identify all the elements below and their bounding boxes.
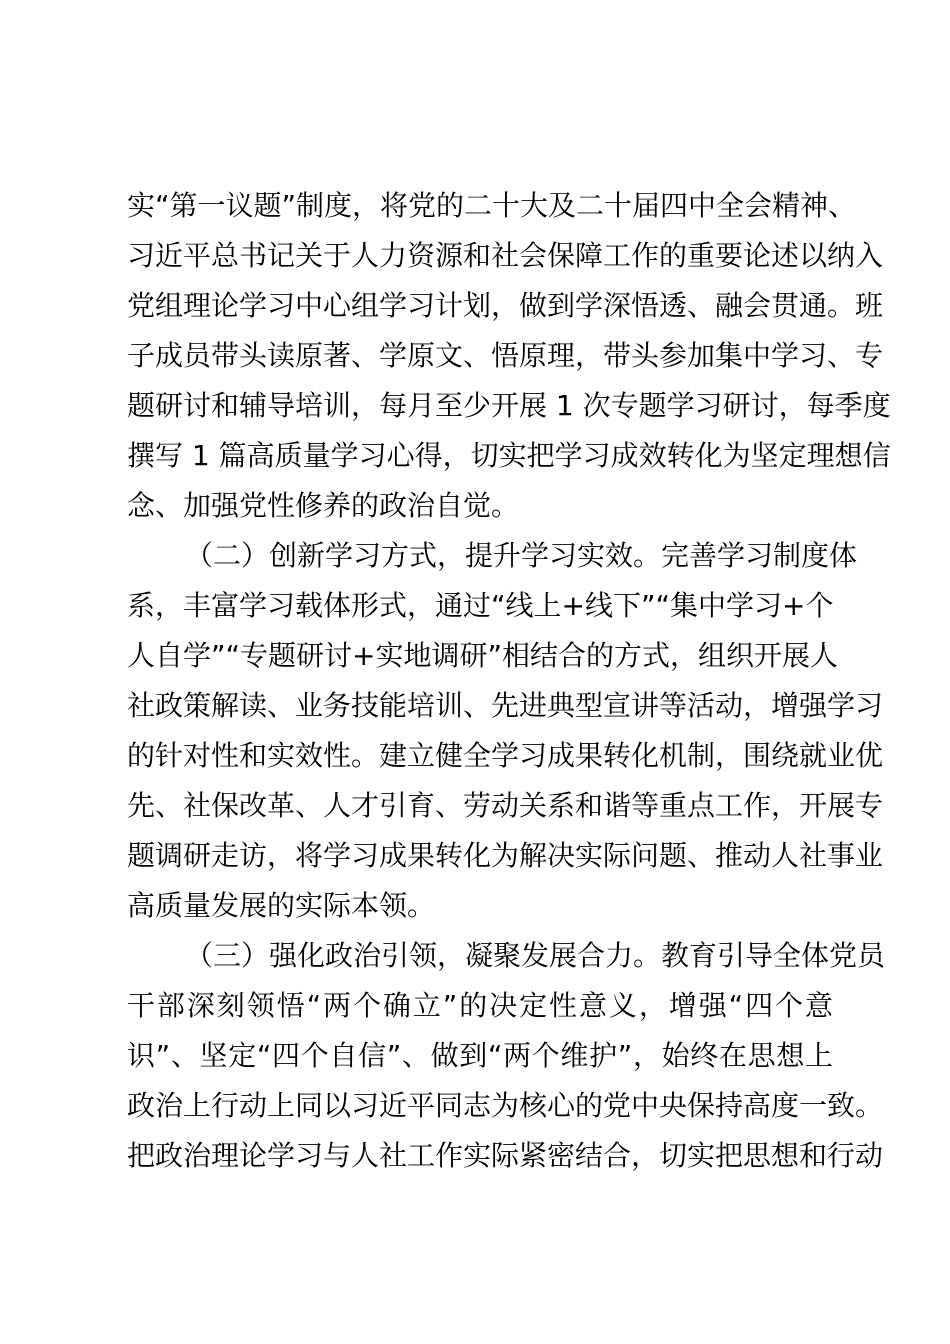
text-line: 把政治理论学习与人社工作实际紧密结合，切实把思想和行动 <box>127 1139 884 1172</box>
text-line: 实“第一议题”制度，将党的二十大及二十届四中全会精神、 <box>127 189 857 222</box>
text-line: 社政策解读、业务技能培训、先进典型宣讲等活动，增强学习 <box>127 689 884 722</box>
text-line: 题调研走访，将学习成果转化为解决实际问题、推动人社事业 <box>127 839 884 872</box>
text-line: 政治上行动上同以习近平同志为核心的党中央保持高度一致。 <box>127 1089 884 1122</box>
section-heading-line: （三）强化政治引领，凝聚发展合力。教育引导全体党员 <box>185 939 886 972</box>
text-line: 习近平总书记关于人力资源和社会保障工作的重要论述以纳入 <box>127 239 884 272</box>
document-body <box>127 181 891 1181</box>
text-line: 先、社保改革、人才引育、劳动关系和谐等重点工作，开展专 <box>127 789 884 822</box>
text-line: 干部深刻领悟“两个确立”的决定性意义，增强“四个意 <box>127 989 833 1022</box>
text-line: 念、加强党性修养的政治自觉。 <box>127 489 520 522</box>
text-line: 高质量发展的实际本领。 <box>127 889 436 922</box>
text-line: 子成员带头读原著、学原文、悟原理，带头参加集中学习、专 <box>127 339 884 372</box>
section-heading-line: （二）创新学习方式，提升学习实效。完善学习制度体 <box>185 539 858 572</box>
text-line: 识”、坚定“四个自信”、做到“两个维护”，始终在思想上 <box>127 1039 833 1072</box>
text-line: 撰写 1 篇高质量学习心得，切实把学习成效转化为坚定理想信 <box>127 439 891 472</box>
text-line: 系，丰富学习载体形式，通过“线上+线下”“集中学习+个 <box>127 589 834 622</box>
text-line: 的针对性和实效性。建立健全学习成果转化机制，围绕就业优 <box>127 739 884 772</box>
text-line: 人自学”“专题研讨+实地调研”相结合的方式，组织开展人 <box>127 639 838 672</box>
text-line: 题研讨和辅导培训，每月至少开展 1 次专题学习研讨，每季度 <box>127 389 891 422</box>
text-line: 党组理论学习中心组学习计划，做到学深悟透、融会贯通。班 <box>127 289 884 322</box>
paragraph-political-guidance <box>127 931 886 1181</box>
paragraph-study-system-continued <box>127 181 891 531</box>
paragraph-innovate-learning <box>127 531 884 931</box>
